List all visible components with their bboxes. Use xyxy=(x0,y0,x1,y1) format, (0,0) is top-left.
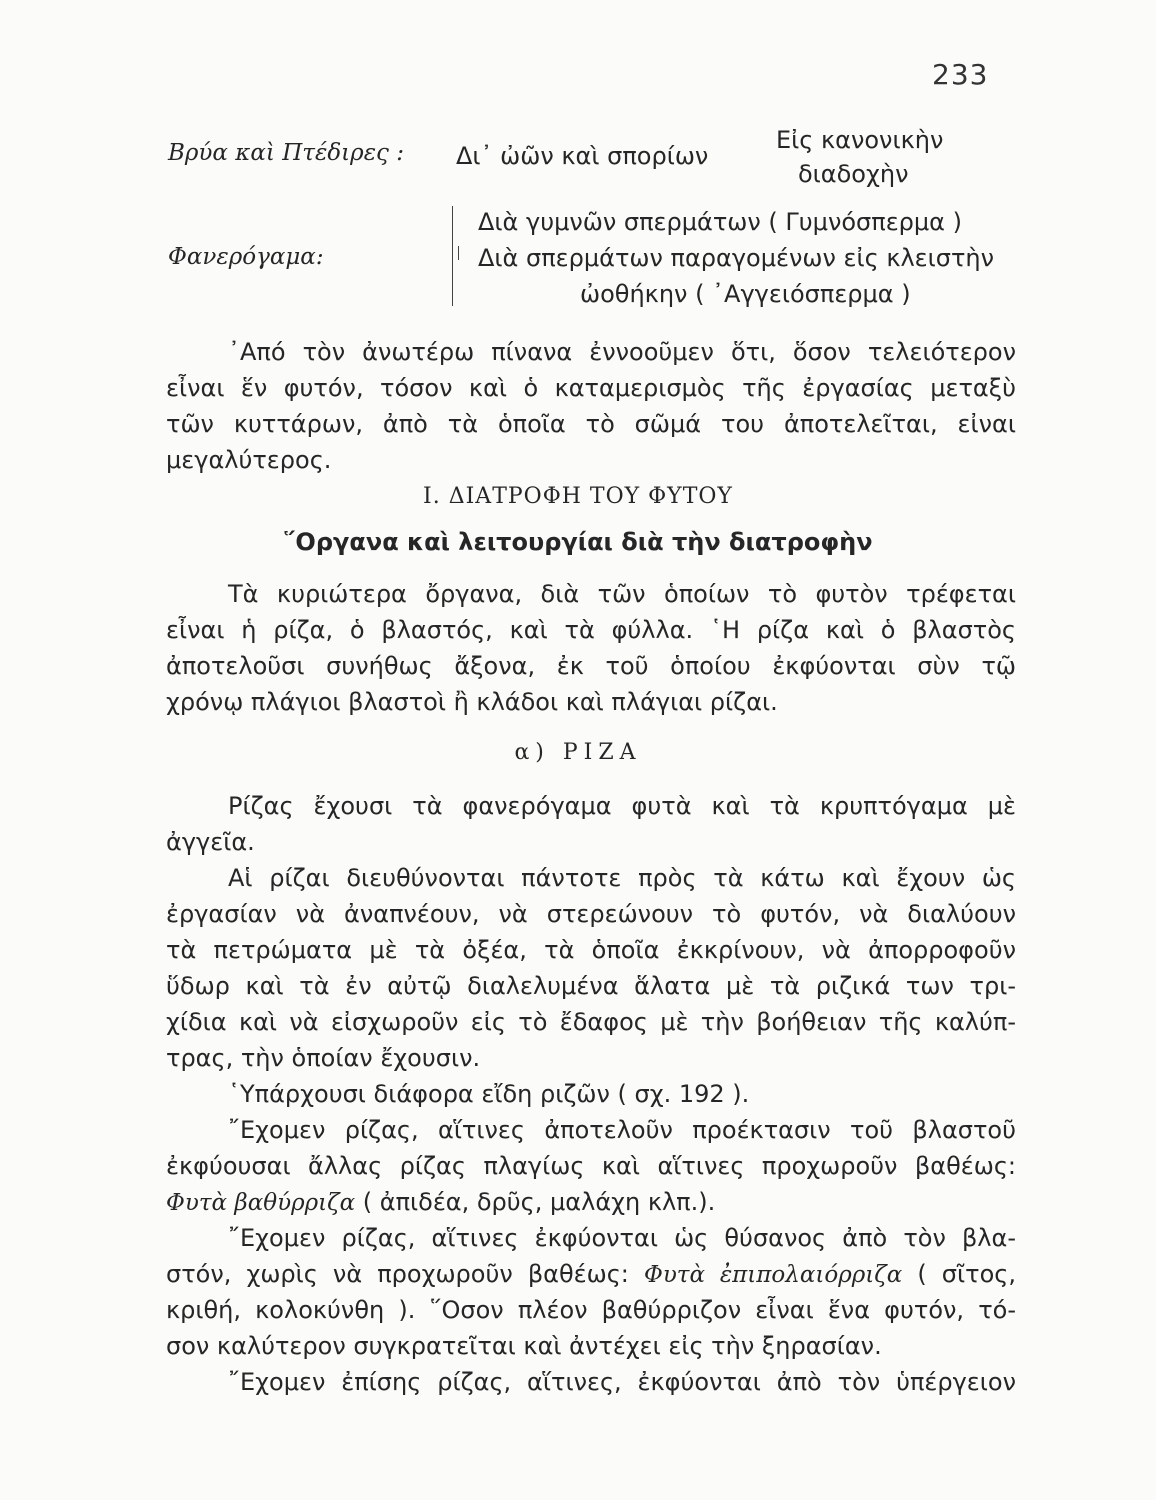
section-subheading: ῞Οργανα καὶ λειτουργίαι διὰ τὴν διατροφὴν xyxy=(283,528,873,556)
root-paragraphs xyxy=(166,788,1016,1400)
phanerogams-line2: Διὰ σπερμάτων παραγομένων εἰς κλειστὴν xyxy=(478,244,995,272)
curly-brace xyxy=(452,206,459,306)
text-line: εἶναι ἕν φυτόν, τόσον καὶ ὁ καταμερισμὸς τῆς ἐργασίας μεταξὺ xyxy=(166,374,1016,402)
fibrous-term: Φυτὰ ἐπιπολαιόρριζα xyxy=(643,1262,903,1288)
text-line: Τὰ κυριώτερα ὄργανα, διὰ τῶν ὁποίων τὸ φυτὸν τρέφεται xyxy=(228,580,1016,608)
text-line: ἀποτελοῦσι συνήθως ἄξονα, ἐκ τοῦ ὁποίου ἐκφύονται σὺν τῷ xyxy=(166,652,1016,680)
text-line: ῎Εχομεν ρίζας, αἵτινες ἐκφύονται ὡς θύσανος ἀπὸ τὸν βλα- xyxy=(228,1224,1016,1252)
text-line: σον καλύτερον συγκρατεῖται καὶ ἀντέχει εἰς τὴν ξηρασίαν. xyxy=(166,1332,882,1360)
text-line: εἶναι ἡ ρίζα, ὁ βλαστός, καὶ τὰ φύλλα. ῾Η ρίζα καὶ ὁ βλαστὸς xyxy=(166,616,1016,644)
text-line: ῾Υπάρχουσι διάφορα εἴδη ριζῶν ( σχ. 192 ). xyxy=(228,1080,750,1108)
text-line: ῎Εχομεν ρίζας, αἵτινες ἀποτελοῦν προέκτασιν τοῦ βλαστοῦ xyxy=(228,1116,1016,1144)
bryophytes-label: Βρύα καὶ Πτέδιρες : xyxy=(168,140,404,166)
bryophytes-method: Δι᾽ ὠῶν καὶ σπορίων xyxy=(456,142,709,170)
text-line: χίδια καὶ νὰ εἰσχωροῦν εἰς τὸ ἔδαφος μὲ τὴν βοήθειαν τῆς καλύπ- xyxy=(166,1008,1016,1036)
text-line: τρας, τὴν ὁποίαν ἔχουσιν. xyxy=(166,1044,481,1072)
text-line xyxy=(166,1184,1016,1220)
text-line: Ρίζας ἔχουσι τὰ φανερόγαμα φυτὰ καὶ τὰ κρυπτόγαμα μὲ xyxy=(228,792,1016,820)
phanerogams-line3: ὠοθήκην ( ᾽Αγγειόσπερμα ) xyxy=(580,280,911,308)
text-fragment: ( ἀπιδέα, δρῦς, μαλάχη κλπ.). xyxy=(355,1188,716,1216)
bryophytes-note-line1: Εἰς κανονικὴν xyxy=(776,126,944,154)
text-line: Αἱ ρίζαι διευθύνονται πάντοτε πρὸς τὰ κάτω καὶ ἔχουν ὡς xyxy=(228,864,1016,892)
phanerogams-label: Φανερόγαμα: xyxy=(168,244,324,270)
text-line xyxy=(166,1256,1016,1292)
bryophytes-note-line2: διαδοχὴν xyxy=(798,160,909,188)
text-line: τὰ πετρώματα μὲ τὰ ὀξέα, τὰ ὁποῖα ἐκκρίνουν, νὰ ἀπορροφοῦν xyxy=(166,936,1016,964)
text-line: μεγαλύτερος. xyxy=(166,446,332,474)
page-number: 233 xyxy=(932,58,989,91)
phanerogams-line1: Διὰ γυμνῶν σπερμάτων ( Γυμνόσπερμα ) xyxy=(478,208,962,236)
taproot-term: Φυτὰ βαθύρριζα xyxy=(166,1190,356,1216)
organs-paragraph xyxy=(166,576,1016,720)
section-heading: I. ΔΙΑΤΡΟΦΗ ΤΟΥ ΦΥΤΟΥ xyxy=(423,484,733,509)
text-line: ἀγγεῖα. xyxy=(166,828,255,856)
subsection-heading: α) ΡΙΖΑ xyxy=(514,740,642,765)
text-fragment: στόν, χωρὶς νὰ προχωροῦν βαθέως: xyxy=(166,1260,644,1288)
text-line: κριθή, κολοκύνθη ). ῞Οσον πλέον βαθύρριζον εἶναι ἕνα φυτόν, τό- xyxy=(166,1296,1016,1324)
text-fragment: ( σῖτος, xyxy=(902,1260,1016,1288)
text-line: χρόνῳ πλάγιοι βλαστοὶ ἢ κλάδοι καὶ πλάγιαι ρίζαι. xyxy=(166,688,778,716)
text-line: ᾽Από τὸν ἀνωτέρω πίνανα ἐννοοῦμεν ὅτι, ὅσον τελειότερον xyxy=(228,338,1016,366)
intro-paragraph xyxy=(166,334,1016,478)
text-line: ῎Εχομεν ἐπίσης ρίζας, αἵτινες, ἐκφύονται ἀπὸ τὸν ὑπέργειον xyxy=(228,1368,1016,1396)
text-line: ὕδωρ καὶ τὰ ἐν αὐτῷ διαλελυμένα ἅλατα μὲ τὰ ριζικά των τρι- xyxy=(166,972,1016,1000)
text-line: ἐργασίαν νὰ ἀναπνέουν, νὰ στερεώνουν τὸ φυτόν, νὰ διαλύουν xyxy=(166,900,1016,928)
text-line: ἐκφύουσαι ἄλλας ρίζας πλαγίως καὶ αἵτινες προχωροῦν βαθέως: xyxy=(166,1152,1016,1180)
text-line: τῶν κυττάρων, ἀπὸ τὰ ὁποῖα τὸ σῶμά του ἀποτελεῖται, εἰναι xyxy=(166,410,1016,438)
